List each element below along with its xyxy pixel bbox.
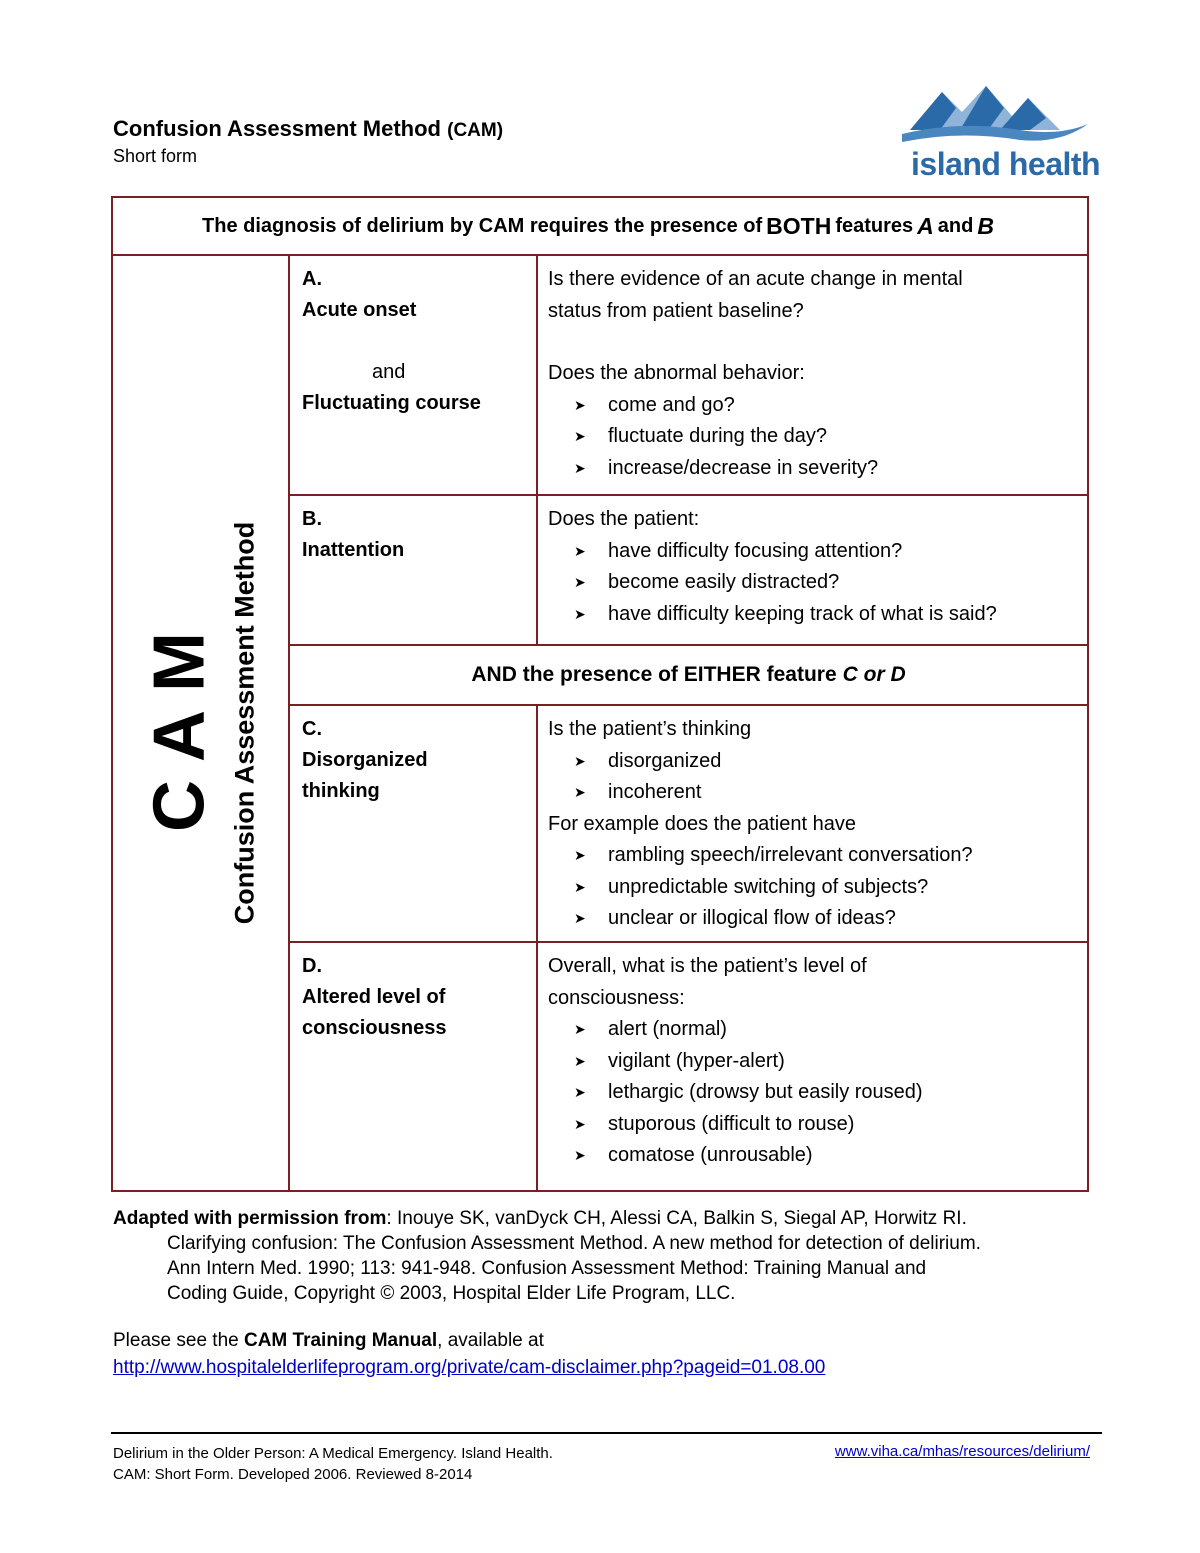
- list-item: ➤ come and go?: [574, 390, 1077, 422]
- feature-c-row: [290, 706, 1087, 943]
- arrow-bullet-icon: ➤: [574, 574, 586, 590]
- arrow-bullet-icon: ➤: [574, 847, 586, 863]
- list-item: ➤ unpredictable switching of subjects?: [574, 872, 1077, 904]
- header-feature-b: B: [977, 212, 994, 239]
- either-row: [290, 646, 1087, 706]
- header-feature-a: A: [917, 212, 934, 239]
- document-subtitle: Short form: [113, 146, 198, 166]
- list-item: ➤ have difficulty focusing attention?: [574, 536, 1077, 568]
- footer-link[interactable]: www.viha.ca/mhas/resources/delirium/: [834, 1443, 1090, 1460]
- either-features: C or D: [842, 663, 906, 686]
- arrow-bullet-icon: ➤: [574, 396, 586, 413]
- arrow-bullet-icon: ➤: [574, 1084, 586, 1100]
- feature-a-question-2: Does the abnormal behavior:: [548, 362, 805, 384]
- footer-line-2: CAM: Short Form. Developed 2006. Reviewed 8-2014: [113, 1466, 473, 1483]
- see-text: Please see the: [113, 1330, 239, 1351]
- feature-a-description: [538, 256, 1087, 494]
- table-header: [113, 198, 1087, 256]
- feature-b-row: [290, 496, 1087, 646]
- feature-c-description: [538, 706, 1087, 941]
- title-abbr: (CAM): [447, 120, 504, 141]
- feature-b-name: Inattention: [302, 539, 405, 561]
- feature-b-question: Does the patient:: [548, 508, 700, 530]
- list-item: ➤ incoherent: [574, 777, 1077, 809]
- feature-c-question: Is the patient’s thinking: [548, 718, 752, 740]
- feature-c-label: [290, 706, 538, 941]
- list-item: ➤ alert (normal): [574, 1014, 1077, 1046]
- list-item: ➤ fluctuate during the day?: [574, 421, 1077, 453]
- arrow-bullet-icon: ➤: [574, 878, 586, 895]
- feature-a-label: [290, 256, 538, 494]
- document-title: [113, 116, 503, 142]
- list-item: ➤ lethargic (drowsy but easily roused): [574, 1077, 1077, 1109]
- citation: [113, 1206, 1103, 1306]
- arrow-bullet-icon: ➤: [574, 784, 586, 800]
- feature-b-letter: B.: [302, 508, 322, 530]
- logo-text: island health: [911, 146, 1101, 182]
- list-item: ➤ unclear or illogical flow of ideas?: [574, 903, 1077, 935]
- side-cam-full: Confusion Assessment Method: [229, 521, 259, 925]
- citation-line-3: Ann Intern Med. 1990; 113: 941-948. Confusion Assessment Method: Training Manual and: [167, 1258, 927, 1279]
- feature-c-name-2: thinking: [302, 780, 380, 802]
- header-both: BOTH: [766, 212, 832, 239]
- side-cam-abbr: CAM: [139, 614, 219, 832]
- title-text: Confusion Assessment Method: [113, 116, 441, 141]
- side-label-column: [113, 256, 290, 1190]
- header-text: The diagnosis of delirium by CAM requires the presence of: [202, 214, 763, 237]
- feature-d-label: [290, 943, 538, 1190]
- feature-a-letter: A.: [302, 268, 322, 290]
- feature-a-question-cont: status from patient baseline?: [548, 299, 804, 322]
- feature-b-description: [538, 496, 1087, 644]
- feature-a-name-2: Fluctuating course: [302, 392, 481, 414]
- citation-line-4: Coding Guide, Copyright © 2003, Hospital Elder Life Program, LLC.: [167, 1283, 736, 1304]
- list-item: ➤ become easily distracted?: [574, 567, 1077, 599]
- list-item: ➤ comatose (unrousable): [574, 1140, 1077, 1172]
- feature-d-name-2: consciousness: [302, 1017, 447, 1039]
- manual-link[interactable]: http://www.hospitalelderlifeprogram.org/private/cam-disclaimer.php?pageid=01.08.00: [113, 1357, 826, 1378]
- feature-d-description: [538, 943, 1087, 1190]
- training-manual-note: [113, 1327, 825, 1381]
- header-features: features: [835, 214, 914, 237]
- footer-line-1: Delirium in the Older Person: A Medical Emergency. Island Health.: [113, 1445, 553, 1462]
- feature-a-question: Is there evidence of an acute change in mental: [548, 268, 963, 290]
- feature-c-letter: C.: [302, 718, 322, 740]
- list-item: ➤ increase/decrease in severity?: [574, 453, 1077, 485]
- either-text: AND the presence of EITHER feature: [471, 663, 837, 686]
- arrow-bullet-icon: ➤: [574, 1021, 586, 1037]
- feature-d-question-cont: consciousness:: [548, 986, 685, 1009]
- feature-d-question: Overall, what is the patient’s level of: [548, 955, 867, 977]
- footer-text: [113, 1443, 553, 1485]
- see-text-2: , available at: [437, 1330, 544, 1351]
- arrow-bullet-icon: ➤: [574, 428, 586, 444]
- feature-b-label: [290, 496, 538, 644]
- feature-c-question-2: For example does the patient have: [548, 812, 856, 835]
- arrow-bullet-icon: ➤: [574, 542, 586, 559]
- arrow-bullet-icon: ➤: [574, 752, 586, 769]
- feature-d-letter: D.: [302, 955, 322, 977]
- list-item: ➤ rambling speech/irrelevant conversation?: [574, 840, 1077, 872]
- list-item: ➤ disorganized: [574, 746, 1077, 778]
- cam-table: [111, 196, 1089, 1192]
- feature-d-row: [290, 943, 1087, 1190]
- arrow-bullet-icon: ➤: [574, 910, 586, 926]
- citation-line-1: : Inouye SK, vanDyck CH, Alessi CA, Balkin S, Siegal AP, Horwitz RI.: [386, 1208, 967, 1229]
- manual-name: CAM Training Manual: [243, 1330, 438, 1351]
- feature-d-name: Altered level of: [302, 986, 446, 1008]
- citation-line-2: Clarifying confusion: The Confusion Assessment Method. A new method for detection of delirium.: [167, 1233, 981, 1254]
- header-and: and: [937, 214, 974, 237]
- footer-divider: [111, 1432, 1102, 1434]
- feature-a-name: Acute onset: [302, 299, 417, 321]
- citation-label: Adapted with permission from: [113, 1208, 387, 1229]
- arrow-bullet-icon: ➤: [574, 1147, 586, 1163]
- arrow-bullet-icon: ➤: [574, 1052, 586, 1069]
- arrow-bullet-icon: ➤: [574, 605, 586, 622]
- arrow-bullet-icon: ➤: [574, 459, 586, 476]
- arrow-bullet-icon: ➤: [574, 1115, 586, 1132]
- list-item: ➤ have difficulty keeping track of what is said?: [574, 599, 1077, 631]
- feature-a-row: [290, 256, 1087, 496]
- feature-c-name: Disorganized: [302, 749, 428, 771]
- list-item: ➤ stuporous (difficult to rouse): [574, 1109, 1077, 1141]
- feature-a-connector: and: [372, 361, 406, 383]
- list-item: ➤ vigilant (hyper-alert): [574, 1046, 1077, 1078]
